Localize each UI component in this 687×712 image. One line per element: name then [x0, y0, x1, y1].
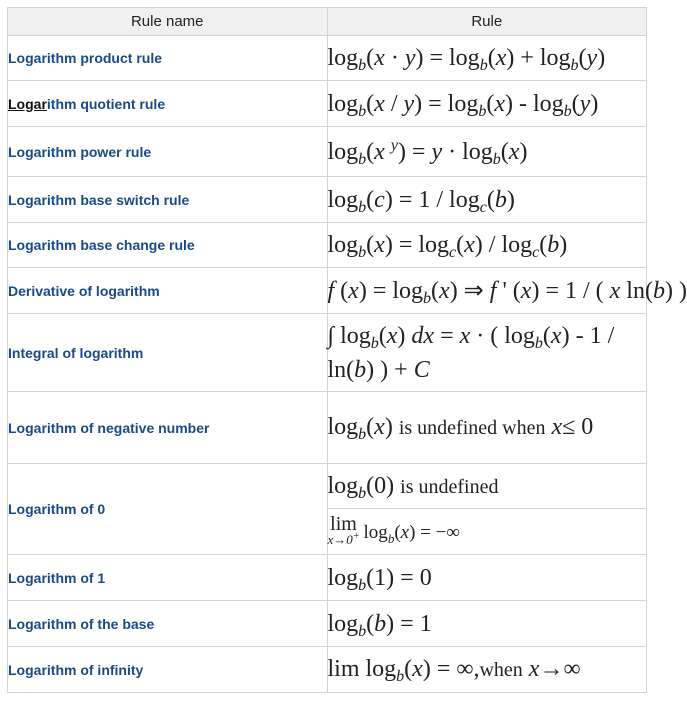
table-row	[8, 392, 647, 464]
rule-formula: $\log_b(x \cdot y) = \log_b(x) + \log_b(y)$	[327, 36, 647, 81]
rule-formula: $\lim \log_b(x)$ = ∞,when x→∞	[327, 647, 647, 693]
rule-text: is undefined	[400, 475, 499, 498]
rule-name: Logarithm of infinity	[8, 647, 328, 693]
table-row	[8, 81, 647, 127]
rule-formula: $\log_b(x) = \log_c(x) / \log_c(b)$	[327, 223, 647, 268]
rule-formula: $\log_b(x / y) = \log_b(x) - \log_b(y)$	[327, 81, 647, 127]
rule-formula: $\log_b(c) = 1 / \log_c(b)$	[327, 177, 647, 223]
rule-formula-limit: lim x→0+ $\log_b(x)$ = −∞	[327, 509, 647, 555]
table-row	[8, 127, 647, 177]
table-row	[8, 464, 647, 509]
rule-name: Logarithm base change rule	[8, 223, 328, 268]
limit-operator: lim x→0+	[327, 512, 360, 547]
table-row	[8, 223, 647, 268]
rule-name: Logarithm of 0	[8, 464, 328, 555]
rule-formula: $\log_b(0)$ is undefined	[327, 464, 647, 509]
rule-name: Integral of logarithm	[8, 314, 328, 392]
table-row	[8, 601, 647, 647]
rule-name: Logarithm product rule	[8, 36, 328, 81]
rule-formula: ∫ $\log_b(x)$ dx = x · ( $\log_b(x) - 1 / \ln(b)$ ) + C	[327, 314, 647, 392]
header-row	[8, 8, 647, 36]
rule-name	[8, 81, 328, 127]
rule-name: Logarithm of negative number	[8, 392, 328, 464]
rule-formula: $\log_b(x)$ is undefined when x≤ 0	[327, 392, 647, 464]
table-row	[8, 314, 647, 392]
rule-text: is undefined when	[398, 417, 546, 439]
table-row	[8, 647, 647, 693]
rule-name: Logarithm power rule	[8, 127, 328, 177]
rule-formula: $\log_b(x$ $^y) = y \cdot \log_b(x)$	[327, 127, 647, 177]
rule-name: Logarithm base switch rule	[8, 177, 328, 223]
table-row	[8, 36, 647, 81]
rule-name: Logarithm of the base	[8, 601, 328, 647]
rule-formula: f $(x) = \log_b(x)$ ⇒ f ' (x) = 1 / ( x ln(b) )	[327, 268, 647, 314]
rule-name-rest: ithm quotient rule	[46, 95, 166, 112]
rule-text: when	[479, 659, 523, 681]
table-row	[8, 555, 647, 601]
rule-formula: $\log_b(b) = 1$	[327, 601, 647, 647]
rule-formula: $\log_b(1) = 0$	[327, 555, 647, 601]
header-rule-name: Rule name	[8, 8, 328, 36]
table-row	[8, 177, 647, 223]
rule-name-highlight: Logar	[8, 95, 47, 112]
rule-name: Derivative of logarithm	[8, 268, 328, 314]
logarithm-rules-table	[7, 7, 687, 693]
header-rule: Rule	[327, 8, 647, 36]
table-row	[8, 268, 647, 314]
rule-name: Logarithm of 1	[8, 555, 328, 601]
